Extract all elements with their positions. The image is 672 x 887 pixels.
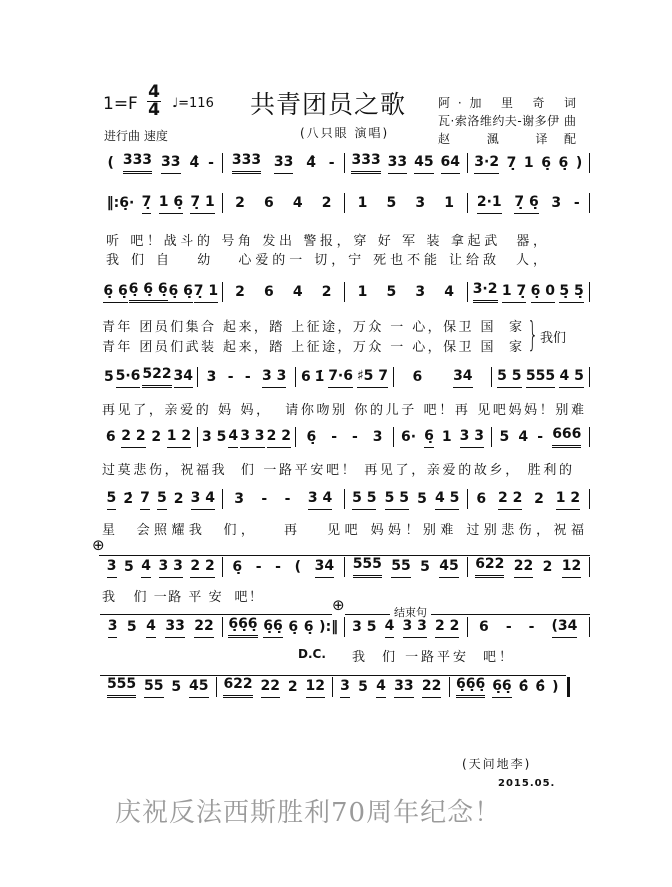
- barline: [589, 153, 590, 173]
- system-6: [100, 488, 590, 510]
- note-group: 6: [476, 491, 487, 507]
- note-group: 6̣6̣6̣: [456, 676, 485, 698]
- note-group: 4: [292, 284, 303, 300]
- barline: [589, 427, 590, 447]
- note-group: 45: [439, 558, 458, 578]
- measure: [296, 426, 393, 448]
- measure: [345, 488, 467, 510]
- commemoration-slogan: 庆祝反法西斯胜利70周年纪念！: [115, 798, 502, 828]
- note-group: 2·1: [477, 194, 502, 214]
- note-group: 3: [107, 558, 117, 578]
- note-group: 5: [420, 559, 430, 575]
- measure: [394, 366, 491, 388]
- note-group: 6: [105, 429, 116, 445]
- transcriber-signature: (天问地李): [462, 757, 532, 771]
- note-group: 4̂: [306, 155, 316, 171]
- note-group: 45: [414, 154, 433, 174]
- measure: [100, 616, 222, 638]
- note-group: 6̣6̣: [263, 618, 282, 638]
- barline: [589, 282, 590, 302]
- note-group: ):‖: [319, 619, 339, 635]
- note-group: 6̣: [424, 428, 434, 448]
- measure: [450, 676, 566, 698]
- measure: [100, 192, 222, 214]
- lyric-line: 过莫悲伤，祝福我 们 一路平安吧！ 再见了，亲爱的故乡， 胜利的: [102, 463, 572, 478]
- lyricist: 阿·加 里 奇 词: [438, 96, 576, 110]
- note-group: 5: [107, 490, 117, 510]
- note-group: 7: [140, 490, 150, 510]
- note-group: 33: [394, 678, 413, 698]
- lyric-line: 我 们 一路平安 吧！: [352, 650, 512, 665]
- date: 2015.05.: [498, 778, 556, 789]
- note-group: 3: [372, 429, 383, 445]
- note-group: 6̣: [306, 429, 317, 445]
- key-signature: 1=F: [103, 94, 138, 114]
- lyric-line: 星 会照耀我 们， 再 见吧 妈妈！别难 过别悲伤，祝福: [102, 523, 584, 538]
- note-group: (: [107, 155, 114, 171]
- note-group: -: [537, 429, 544, 445]
- lyric-line: 青年 团员们集合 起来，踏 上征途，万众 一 心，保卫 国 家: [102, 320, 522, 335]
- arranger: 赵 渢 译配: [438, 132, 576, 146]
- note-group: 5: [386, 284, 397, 300]
- note-group: 6̣ 0: [531, 283, 555, 303]
- note-group: -: [351, 429, 358, 445]
- note-group: 3: [340, 678, 350, 698]
- measure: [345, 556, 467, 578]
- note-group: 6̣: [558, 155, 569, 171]
- measure: [345, 281, 467, 303]
- note-group: 6: [479, 619, 489, 635]
- note-group: (: [294, 559, 302, 575]
- measure: [223, 281, 345, 303]
- note-group: 3 4: [308, 490, 332, 510]
- measure: [198, 426, 295, 448]
- note-group: 5·6: [116, 368, 141, 388]
- note-group: 6̣ 6̣: [103, 283, 127, 303]
- barline: [589, 557, 590, 577]
- note-group: 7̣ 1: [190, 194, 214, 214]
- measure: [468, 152, 590, 174]
- note-group: 1̇: [314, 369, 325, 385]
- note-group: 33: [274, 154, 293, 174]
- note-group: 3: [108, 618, 118, 638]
- note-group: 55: [144, 678, 163, 698]
- note-group: 555: [107, 676, 136, 698]
- barline: [589, 617, 590, 637]
- note-group: 4: [228, 428, 238, 448]
- note-group: 5: [157, 490, 167, 510]
- note-group: 2̇: [123, 491, 134, 507]
- note-group: 7̣ 1: [194, 283, 218, 303]
- composer: 瓦·索洛维约夫-谢多伊 曲: [438, 114, 576, 128]
- note-group: 555: [353, 556, 382, 578]
- measure: [100, 281, 222, 303]
- system-1: [100, 152, 590, 174]
- note-group: -: [208, 155, 214, 171]
- system-4: [100, 366, 590, 388]
- lyric-line: 再见了，亲爱的 妈 妈， 请你吻别 你的儿子 吧！再 见吧妈妈！别难: [102, 403, 584, 418]
- note-group: 1 2: [167, 428, 191, 448]
- lyric-line: 我 们 一路 平 安 吧！: [102, 590, 262, 605]
- note-group: 7̣: [506, 155, 517, 171]
- note-group: 5: [171, 679, 182, 695]
- note-group: ): [552, 679, 559, 695]
- measure: [100, 556, 222, 578]
- measure: [333, 676, 449, 698]
- style-marking: 进行曲 速度: [104, 129, 168, 143]
- measure: [468, 281, 590, 303]
- note-group: 333: [123, 152, 152, 174]
- note-group: 1: [357, 284, 368, 300]
- note-group: -: [505, 619, 512, 635]
- system-9: [100, 676, 570, 698]
- note-group: 2: [321, 284, 332, 300]
- note-group: 7·6: [328, 368, 353, 388]
- note-group: 33: [165, 618, 184, 638]
- note-group: 5: [386, 195, 397, 211]
- note-group: 5: [126, 619, 137, 635]
- time-bottom: 4: [148, 100, 160, 120]
- note-group: 5 5: [385, 490, 409, 510]
- time-top: 4: [148, 82, 160, 102]
- note-group: 333: [351, 152, 380, 174]
- note-group: 2: [235, 195, 245, 211]
- note-group: 7̣ 6̣: [514, 194, 538, 214]
- note-group: -: [275, 559, 281, 575]
- measure: [394, 426, 491, 448]
- note-group: -: [328, 155, 335, 171]
- divider: [100, 614, 332, 615]
- note-group: 4: [146, 618, 156, 638]
- note-group: 34: [315, 558, 334, 578]
- note-group: 5̣ 5̣: [559, 283, 583, 303]
- system-7: [100, 556, 590, 578]
- note-group: 2: [534, 491, 544, 507]
- note-group: 2 2: [121, 428, 145, 448]
- note-group: 4: [292, 195, 303, 211]
- note-group: ‖:6̣·: [106, 195, 135, 211]
- note-group: 6̣6̣6̣: [228, 616, 257, 638]
- note-group: ♯5 7: [357, 368, 388, 388]
- note-group: 4: [141, 558, 151, 578]
- note-group: 6̂: [518, 679, 529, 695]
- time-signature: [147, 84, 161, 119]
- coda-sign-icon: ⊕: [332, 596, 345, 614]
- note-group: 22: [422, 678, 441, 698]
- note-group: (34: [552, 618, 578, 638]
- measure: [468, 192, 590, 214]
- tempo-marking: ♩=116: [172, 96, 214, 111]
- system-5: [100, 426, 590, 448]
- note-group: 6̣: [541, 155, 551, 171]
- note-group: 2: [287, 679, 298, 695]
- note-group: -: [255, 559, 262, 575]
- note-group: 45: [189, 678, 208, 698]
- measure: [223, 152, 345, 174]
- brace: }: [527, 315, 539, 355]
- note-group: 4: [518, 429, 529, 445]
- lyric-line: 我 们 自 幼 心爱的一 切，宁 死也不能 让给敌 人，: [106, 253, 546, 268]
- measure: [468, 616, 590, 638]
- system-2: [100, 192, 590, 214]
- measure: [345, 152, 467, 174]
- note-group: 555: [526, 368, 555, 388]
- note-group: 5 5: [497, 368, 521, 388]
- note-group: ): [575, 155, 583, 171]
- measure: [345, 616, 467, 638]
- note-group: 3: [415, 195, 426, 211]
- note-group: 622: [223, 676, 252, 698]
- note-group: 622: [475, 556, 504, 578]
- note-group: 64: [441, 154, 460, 174]
- note-group: 6̣6̣: [492, 678, 511, 698]
- note-group: 6: [263, 284, 274, 300]
- barline: [589, 367, 590, 387]
- song-title: 共青团员之歌: [250, 90, 407, 119]
- note-group: 4: [444, 284, 454, 300]
- measure: [296, 366, 393, 388]
- note-group: 6̣: [303, 619, 314, 635]
- note-group: 22: [194, 618, 213, 638]
- note-group: 666: [552, 426, 581, 448]
- note-group: 6̣ 6̣ 6̣: [129, 281, 168, 303]
- note-group: 6: [412, 369, 423, 385]
- credits: [438, 94, 576, 148]
- barline: [567, 677, 570, 697]
- performer: (八只眼 演唱): [300, 126, 390, 140]
- note-group: 2: [235, 284, 245, 300]
- note-group: 3·2: [473, 281, 498, 303]
- note-group: 3 3: [460, 428, 484, 448]
- note-group: 1 6̣: [159, 194, 183, 214]
- note-group: 1: [357, 195, 368, 211]
- note-group: 2 2: [435, 618, 459, 638]
- note-group: 5: [103, 369, 114, 385]
- note-group: 2: [542, 559, 553, 575]
- lyric-line: 听 吧！战斗的 号角 发出 警报，穿 好 军 装 拿起武 器，: [106, 234, 546, 249]
- note-group: 3: [415, 284, 426, 300]
- note-group: 2 2: [267, 428, 291, 448]
- note-group: 522: [142, 366, 171, 388]
- note-group: 3: [234, 491, 244, 507]
- note-group: 12: [562, 558, 581, 578]
- system-3: [100, 281, 590, 303]
- note-group: 3 5: [202, 429, 227, 445]
- note-group: 4̂: [189, 155, 200, 171]
- note-group: -: [284, 491, 291, 507]
- measure: [492, 426, 589, 448]
- note-group: 1: [441, 429, 452, 445]
- note-group: 4 5: [435, 490, 459, 510]
- note-group: -: [573, 195, 580, 211]
- note-group: 3 5: [352, 619, 377, 635]
- note-group: 5: [358, 679, 368, 695]
- note-group: 5 5: [352, 490, 376, 510]
- note-group: 3 3: [262, 368, 286, 388]
- lyric-line: 青年 团员们武装 起来，踏 上征途，万众 一 心，保卫 国 家: [102, 340, 522, 355]
- note-group: 1: [444, 195, 454, 211]
- barline: [589, 193, 590, 213]
- divider: [345, 614, 590, 615]
- measure: [223, 192, 345, 214]
- note-group: 2 2: [190, 558, 214, 578]
- measure: [100, 488, 222, 510]
- note-group: 2: [151, 429, 162, 445]
- measure: [198, 366, 295, 388]
- measure: [100, 676, 216, 698]
- note-group: 6: [263, 195, 274, 211]
- ending-label: 结束句: [390, 604, 431, 620]
- note-group: 2: [173, 491, 184, 507]
- note-group: -: [528, 619, 535, 635]
- note-group: 1 2: [556, 490, 580, 510]
- measure: [468, 488, 590, 510]
- dc-marking: D.C.: [298, 647, 326, 661]
- note-group: 22: [514, 558, 533, 578]
- lyric-aside: 我们: [540, 331, 567, 346]
- note-group: 7̣: [142, 194, 152, 214]
- note-group: 3 3: [403, 618, 427, 638]
- measure: [492, 366, 589, 388]
- note-group: 5: [499, 429, 510, 445]
- note-group: 12: [306, 678, 325, 698]
- note-group: 3·2: [474, 154, 499, 174]
- note-group: 333: [232, 152, 261, 174]
- note-group: 5: [417, 491, 427, 507]
- note-group: -: [331, 429, 338, 445]
- measure: [100, 152, 222, 174]
- coda-sign-icon: ⊕: [92, 536, 105, 554]
- note-group: 3 3: [240, 428, 264, 448]
- note-group: 3: [551, 195, 562, 211]
- note-group: 33: [161, 154, 180, 174]
- note-group: 2 2: [498, 490, 522, 510]
- note-group: 6̣: [232, 559, 243, 575]
- measure: [468, 556, 590, 578]
- note-group: -: [227, 369, 234, 385]
- measure: [100, 366, 197, 388]
- barline: [589, 489, 590, 509]
- note-group: 1 7̣: [502, 283, 526, 303]
- measure: [217, 676, 333, 698]
- note-group: 1: [523, 155, 534, 171]
- measure: [223, 556, 345, 578]
- note-group: 4: [376, 678, 386, 698]
- note-group: 33: [388, 154, 407, 174]
- measure: [223, 488, 345, 510]
- note-group: 22: [261, 678, 280, 698]
- note-group: 4: [385, 618, 395, 638]
- note-group: -: [261, 491, 268, 507]
- note-group: 6̣ 6̣: [168, 283, 192, 303]
- note-group: 5: [124, 559, 134, 575]
- note-group: 3 3: [159, 558, 183, 578]
- note-group: 2: [321, 195, 332, 211]
- note-group: 34: [453, 368, 472, 388]
- note-group: 34: [174, 368, 193, 388]
- note-group: 3 4: [191, 490, 215, 510]
- note-group: 6̂: [535, 679, 546, 695]
- note-group: -: [244, 369, 251, 385]
- note-group: 3: [206, 369, 217, 385]
- note-group: 6̣: [288, 619, 299, 635]
- note-group: 4 5: [559, 368, 583, 388]
- system-8: [100, 616, 590, 638]
- note-group: 6: [300, 369, 311, 385]
- measure: [345, 192, 467, 214]
- measure: [100, 426, 197, 448]
- note-group: 55: [391, 558, 410, 578]
- measure: [223, 616, 345, 638]
- note-group: 6·: [401, 429, 417, 445]
